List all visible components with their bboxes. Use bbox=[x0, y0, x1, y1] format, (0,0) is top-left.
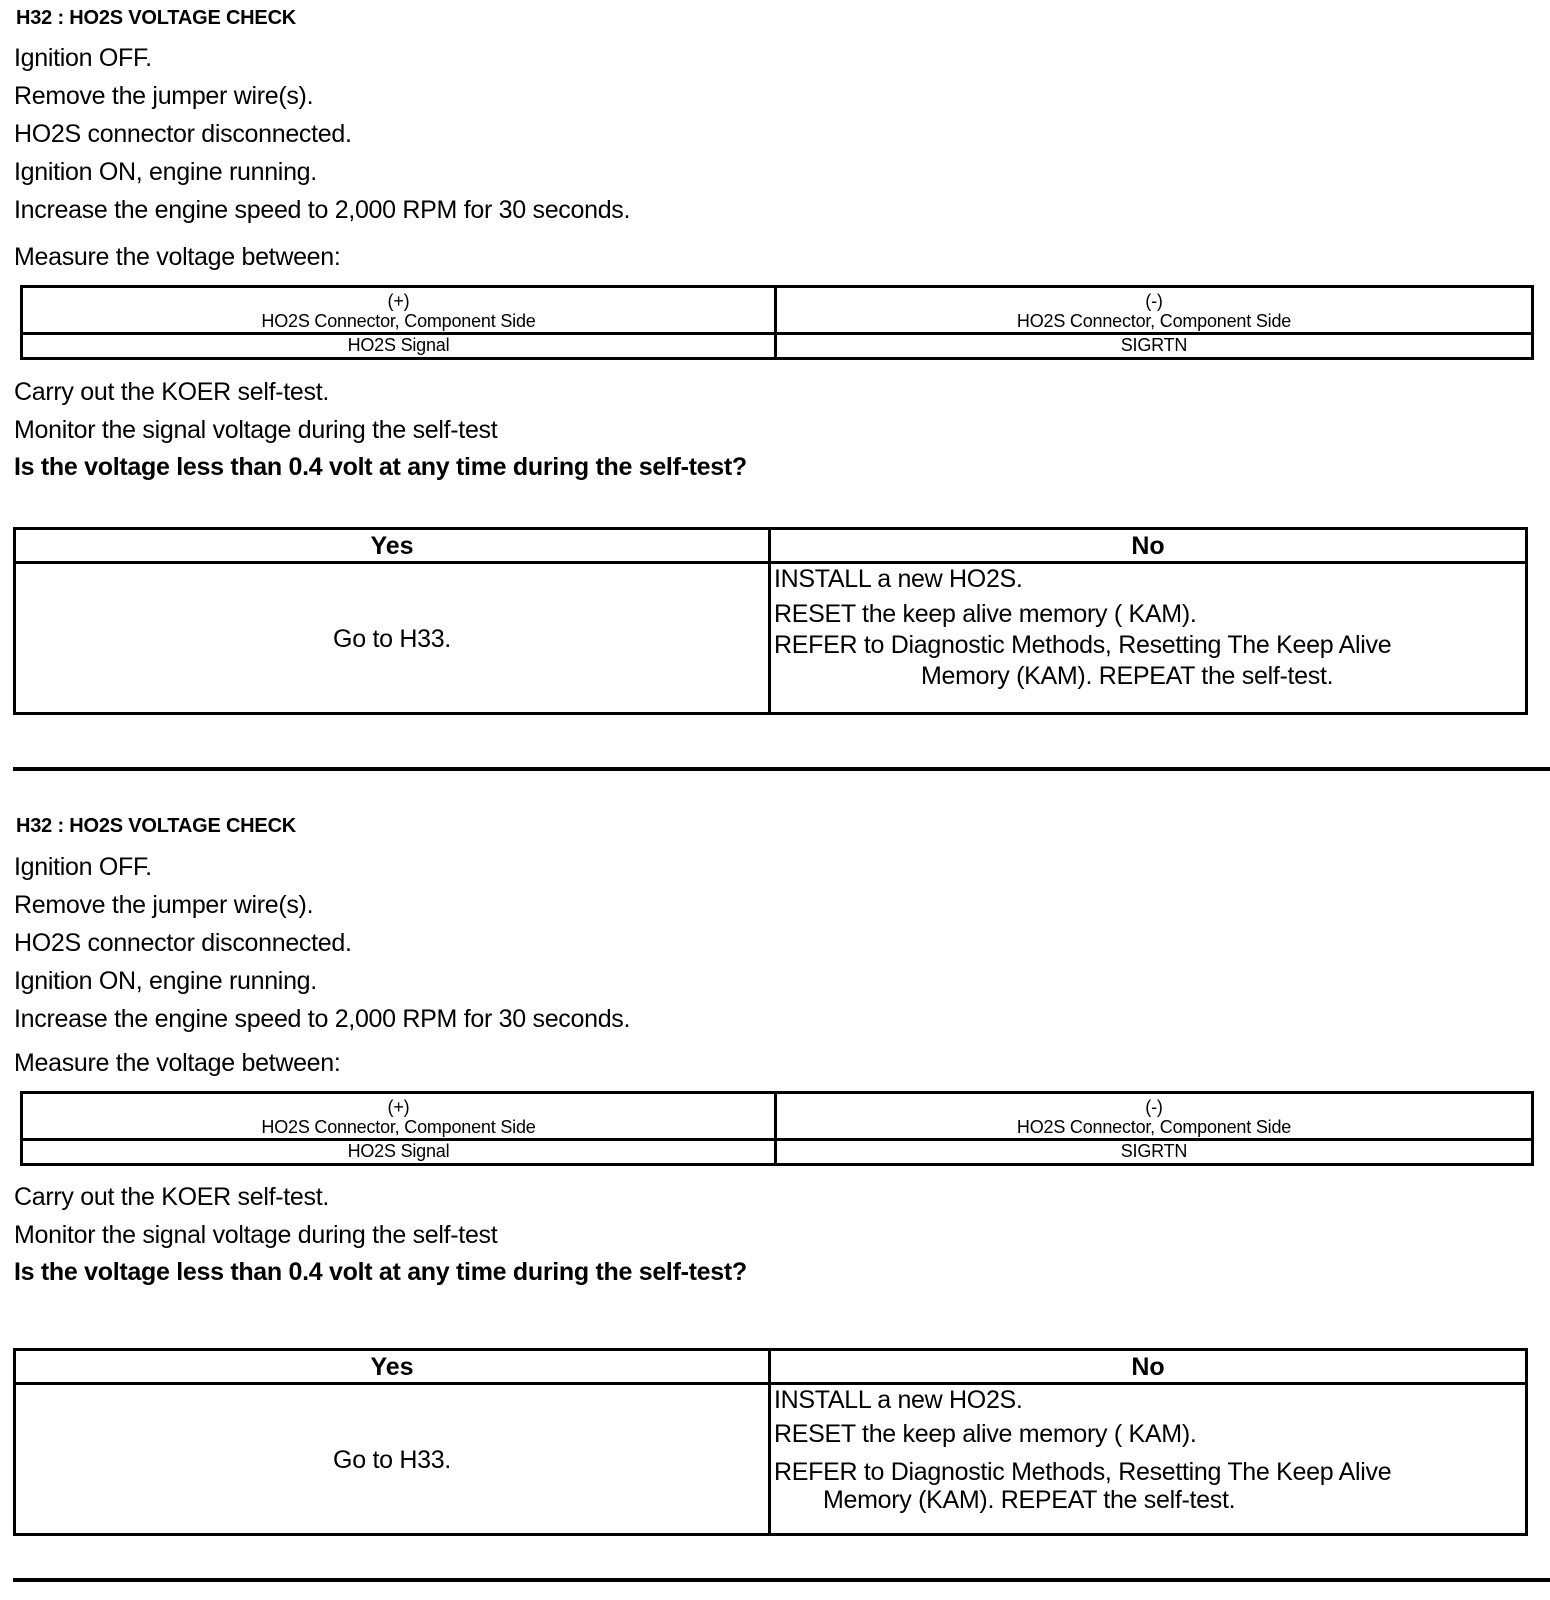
positive-polarity: (+) bbox=[387, 291, 410, 311]
positive-circuit: HO2S Signal bbox=[23, 1141, 777, 1163]
decision-question: Is the voltage less than 0.4 volt at any time during the self-test? bbox=[14, 453, 747, 481]
step-monitor-signal: Monitor the signal voltage during the self-test bbox=[14, 1221, 498, 1249]
measurement-table bbox=[20, 1091, 1534, 1166]
negative-circuit: SIGRTN bbox=[1120, 1141, 1188, 1161]
negative-location: HO2S Connector, Component Side bbox=[1016, 311, 1292, 331]
step-ignition-on: Ignition ON, engine running. bbox=[14, 158, 317, 186]
measurement-table bbox=[20, 285, 1534, 360]
positive-location: HO2S Connector, Component Side bbox=[261, 311, 536, 331]
negative-location: HO2S Connector, Component Side bbox=[1016, 1117, 1292, 1137]
no-action-cell bbox=[771, 1385, 1525, 1535]
no-action-install: INSTALL a new HO2S. bbox=[774, 565, 1023, 593]
positive-circuit: HO2S Signal bbox=[23, 335, 777, 357]
yes-action-cell bbox=[16, 1385, 771, 1535]
step-ignition-off: Ignition OFF. bbox=[14, 853, 152, 881]
section-title: H32 : HO2S VOLTAGE CHECK bbox=[16, 7, 297, 29]
negative-polarity: (-) bbox=[1145, 291, 1163, 311]
step-measure-voltage: Measure the voltage between: bbox=[14, 1049, 341, 1077]
yes-header: Yes bbox=[16, 1351, 771, 1385]
step-ignition-off: Ignition OFF. bbox=[14, 44, 152, 72]
no-action-refer: REFER to Diagnostic Methods, Resetting The Keep Alive bbox=[774, 1458, 1392, 1486]
positive-probe-header bbox=[23, 1094, 777, 1141]
no-action-cell bbox=[771, 564, 1525, 714]
section-title: H32 : HO2S VOLTAGE CHECK bbox=[16, 815, 297, 837]
positive-location: HO2S Connector, Component Side bbox=[261, 1117, 536, 1137]
yes-action: Go to H33. bbox=[333, 1445, 451, 1474]
section-divider bbox=[13, 1578, 1550, 1582]
negative-polarity: (-) bbox=[1145, 1097, 1163, 1117]
positive-probe-header bbox=[23, 288, 777, 335]
no-header: No bbox=[771, 530, 1525, 564]
step-connector-disconnected: HO2S connector disconnected. bbox=[14, 120, 352, 148]
negative-probe-header bbox=[777, 1094, 1531, 1141]
negative-circuit: SIGRTN bbox=[1120, 335, 1188, 355]
step-increase-rpm: Increase the engine speed to 2,000 RPM for 30 seconds. bbox=[14, 196, 631, 224]
section-divider bbox=[13, 767, 1550, 771]
step-remove-jumper: Remove the jumper wire(s). bbox=[14, 891, 314, 919]
step-measure-voltage: Measure the voltage between: bbox=[14, 243, 341, 271]
no-action-install: INSTALL a new HO2S. bbox=[774, 1386, 1023, 1414]
decision-question: Is the voltage less than 0.4 volt at any time during the self-test? bbox=[14, 1258, 747, 1286]
yes-action: Go to H33. bbox=[333, 624, 451, 653]
step-monitor-signal: Monitor the signal voltage during the self-test bbox=[14, 416, 498, 444]
step-ignition-on: Ignition ON, engine running. bbox=[14, 967, 317, 995]
yes-action-cell bbox=[16, 564, 771, 714]
step-increase-rpm: Increase the engine speed to 2,000 RPM for 30 seconds. bbox=[14, 1005, 631, 1033]
result-table bbox=[13, 1348, 1528, 1536]
step-connector-disconnected: HO2S connector disconnected. bbox=[14, 929, 352, 957]
positive-polarity: (+) bbox=[387, 1097, 410, 1117]
no-action-repeat: Memory (KAM). REPEAT the self-test. bbox=[823, 1486, 1236, 1514]
step-remove-jumper: Remove the jumper wire(s). bbox=[14, 82, 314, 110]
no-action-reset: RESET the keep alive memory ( KAM). bbox=[774, 600, 1197, 628]
step-koer-self-test: Carry out the KOER self-test. bbox=[14, 378, 330, 406]
result-table bbox=[13, 527, 1528, 715]
no-action-repeat: Memory (KAM). REPEAT the self-test. bbox=[921, 662, 1334, 690]
no-action-reset: RESET the keep alive memory ( KAM). bbox=[774, 1420, 1197, 1448]
no-header: No bbox=[771, 1351, 1525, 1385]
yes-header: Yes bbox=[16, 530, 771, 564]
step-koer-self-test: Carry out the KOER self-test. bbox=[14, 1183, 330, 1211]
no-action-refer: REFER to Diagnostic Methods, Resetting The Keep Alive bbox=[774, 631, 1392, 659]
negative-probe-header bbox=[777, 288, 1531, 335]
